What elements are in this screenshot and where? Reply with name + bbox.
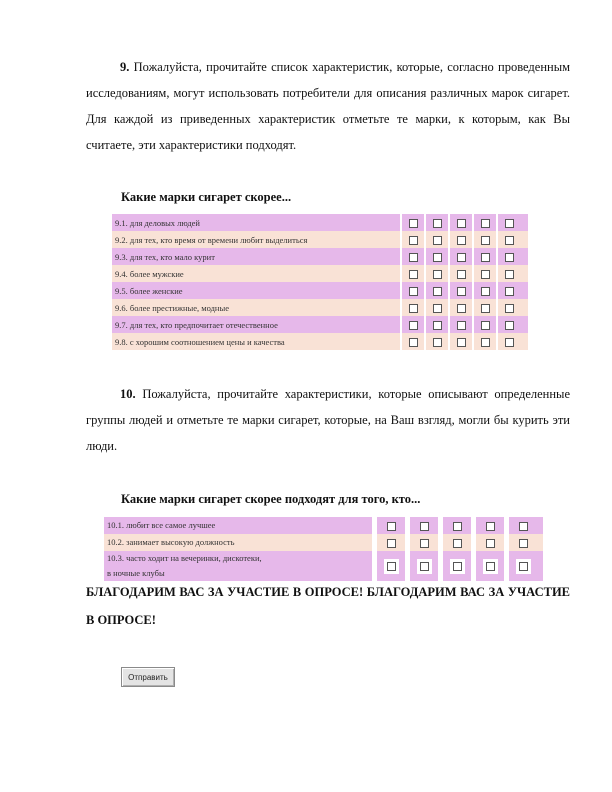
q9-row-1-brand-4-checkbox[interactable] [481, 219, 490, 228]
question-9-row [112, 214, 528, 231]
q10-row-2-brand-1-checkbox[interactable] [387, 539, 396, 548]
question-10-number: 10. [120, 387, 136, 401]
q9-row-7-brand-3-checkbox[interactable] [457, 321, 466, 330]
question-9-grid [112, 214, 528, 350]
q9-row-5-brand-1-checkbox[interactable] [409, 287, 418, 296]
q9-row-7-brand-4-checkbox[interactable] [481, 321, 490, 330]
q9-row-1-brand-3-checkbox[interactable] [457, 219, 466, 228]
q10-row-1-brand-5-checkbox[interactable] [519, 522, 528, 531]
question-9-row [112, 231, 528, 248]
q9-row-4-brand-2-checkbox[interactable] [433, 270, 442, 279]
question-10-row [104, 551, 543, 581]
q10-row-1-brand-4-checkbox[interactable] [486, 522, 495, 531]
question-10-row-label: 10.3. часто ходит на вечеринки, дискотеки, в ночные клубы [104, 551, 372, 581]
q9-row-3-brand-3-checkbox[interactable] [457, 253, 466, 262]
question-9-row [112, 282, 528, 299]
q10-row-1-brand-3-checkbox[interactable] [453, 522, 462, 531]
q9-row-2-brand-5-checkbox[interactable] [505, 236, 514, 245]
q9-row-7-brand-5-checkbox[interactable] [505, 321, 514, 330]
question-9-row-label: 9.6. более престижные, модные [112, 299, 400, 316]
q9-row-3-brand-1-checkbox[interactable] [409, 253, 418, 262]
q9-row-2-brand-2-checkbox[interactable] [433, 236, 442, 245]
q10-row-1-brand-2-checkbox[interactable] [420, 522, 429, 531]
q9-row-2-brand-1-checkbox[interactable] [409, 236, 418, 245]
q10-row-2-brand-3-checkbox[interactable] [453, 539, 462, 548]
q9-row-6-brand-3-checkbox[interactable] [457, 304, 466, 313]
q10-row-3-brand-2-checkbox[interactable] [420, 562, 429, 571]
question-10-text [86, 381, 570, 459]
q10-row-2-brand-5-checkbox[interactable] [519, 539, 528, 548]
q9-row-5-brand-5-checkbox[interactable] [505, 287, 514, 296]
question-9-row [112, 316, 528, 333]
q9-row-8-brand-1-checkbox[interactable] [409, 338, 418, 347]
q9-row-6-brand-1-checkbox[interactable] [409, 304, 418, 313]
question-10-grid [104, 517, 543, 581]
q10-row-2-brand-2-checkbox[interactable] [420, 539, 429, 548]
q9-row-7-brand-1-checkbox[interactable] [409, 321, 418, 330]
question-9-body: Пожалуйста, прочитайте список характеристик, которые, согласно проведенным исследованиям, могут использовать потребители для описания различных марок сигарет. Для каждой из приведенных характеристик отметьте те марки, к которым, как Вы считаете, эти характеристики подходят. [86, 60, 571, 152]
question-9-row-label: 9.7. для тех, кто предпочитает отечественное [112, 316, 400, 333]
question-9-row-label: 9.3. для тех, кто мало курит [112, 248, 400, 265]
question-9-row-label: 9.1. для деловых людей [112, 214, 400, 231]
question-9-row [112, 333, 528, 350]
question-9-row-label: 9.2. для тех, кто время от времени любит выделиться [112, 231, 400, 248]
q9-row-1-brand-2-checkbox[interactable] [433, 219, 442, 228]
q10-row-3-brand-3-checkbox[interactable] [453, 562, 462, 571]
thanks-message: БЛАГОДАРИМ ВАС ЗА УЧАСТИЕ В ОПРОСЕ! БЛАГОДАРИМ ВАС ЗА УЧАСТИЕ В ОПРОСЕ! [86, 585, 570, 627]
q9-row-1-brand-1-checkbox[interactable] [409, 219, 418, 228]
q9-row-4-brand-5-checkbox[interactable] [505, 270, 514, 279]
q9-row-6-brand-2-checkbox[interactable] [433, 304, 442, 313]
question-9-row-label: 9.5. более женские [112, 282, 400, 299]
q9-row-4-brand-1-checkbox[interactable] [409, 270, 418, 279]
question-9-row [112, 265, 528, 282]
question-10-heading: Какие марки сигарет скорее подходят для того, кто... [121, 492, 421, 506]
q9-row-5-brand-4-checkbox[interactable] [481, 287, 490, 296]
q10-row-3-brand-4-checkbox[interactable] [486, 562, 495, 571]
q9-row-8-brand-2-checkbox[interactable] [433, 338, 442, 347]
q9-row-2-brand-4-checkbox[interactable] [481, 236, 490, 245]
question-9-row-label: 9.4. более мужские [112, 265, 400, 282]
question-9-row [112, 248, 528, 265]
q9-row-8-brand-4-checkbox[interactable] [481, 338, 490, 347]
q9-row-4-brand-3-checkbox[interactable] [457, 270, 466, 279]
q9-row-1-brand-5-checkbox[interactable] [505, 219, 514, 228]
q9-row-8-brand-3-checkbox[interactable] [457, 338, 466, 347]
q9-row-8-brand-5-checkbox[interactable] [505, 338, 514, 347]
question-9-number: 9. [120, 60, 130, 74]
submit-button[interactable]: Отправить [121, 667, 175, 687]
q10-row-3-brand-5-checkbox[interactable] [519, 562, 528, 571]
q9-row-6-brand-4-checkbox[interactable] [481, 304, 490, 313]
q9-row-4-brand-4-checkbox[interactable] [481, 270, 490, 279]
question-9-row [112, 299, 528, 316]
q9-row-3-brand-5-checkbox[interactable] [505, 253, 514, 262]
q9-row-5-brand-3-checkbox[interactable] [457, 287, 466, 296]
q10-row-3-brand-1-checkbox[interactable] [387, 562, 396, 571]
q9-row-3-brand-2-checkbox[interactable] [433, 253, 442, 262]
q10-row-2-brand-4-checkbox[interactable] [486, 539, 495, 548]
question-10-row-label: 10.2. занимает высокую должность [104, 534, 372, 551]
q9-row-3-brand-4-checkbox[interactable] [481, 253, 490, 262]
question-10-row [104, 517, 543, 534]
q9-row-6-brand-5-checkbox[interactable] [505, 304, 514, 313]
question-9-heading: Какие марки сигарет скорее... [121, 190, 292, 204]
question-9-text [86, 54, 570, 158]
question-10-row-label: 10.1. любит все самое лучшее [104, 517, 372, 534]
q9-row-5-brand-2-checkbox[interactable] [433, 287, 442, 296]
question-10-body: Пожалуйста, прочитайте характеристики, которые описывают определенные группы людей и отметьте те марки сигарет, которые, на Ваш взгляд, могли бы курить эти люди. [86, 387, 571, 453]
q10-row-1-brand-1-checkbox[interactable] [387, 522, 396, 531]
question-10-row [104, 534, 543, 551]
q9-row-7-brand-2-checkbox[interactable] [433, 321, 442, 330]
q9-row-2-brand-3-checkbox[interactable] [457, 236, 466, 245]
question-9-row-label: 9.8. с хорошим соотношением цены и качества [112, 333, 400, 350]
